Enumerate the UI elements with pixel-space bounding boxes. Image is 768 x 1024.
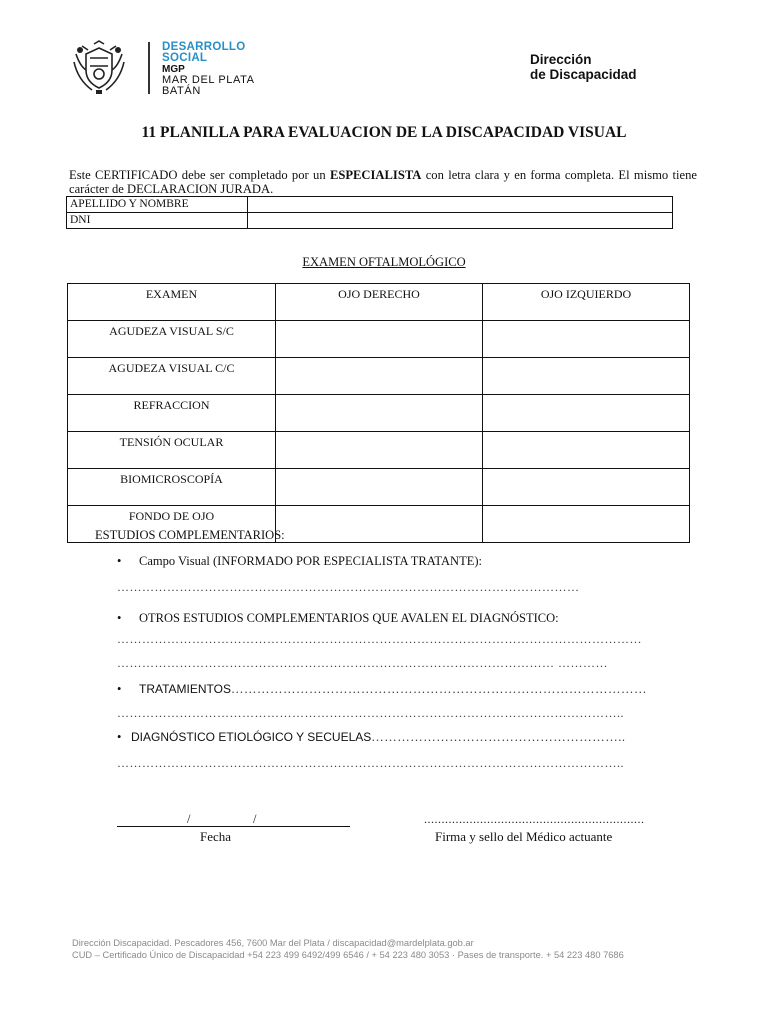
column-header-left-eye: OJO IZQUIERDO [483,284,690,321]
name-field[interactable] [248,197,673,213]
answer-line[interactable]: ………………………………………………………………………………………………… [117,580,580,594]
footer-line-1: Dirección Discapacidad. Pescadores 456, 7600 Mar del Plata / discapacidad@mardelplata.gob.ar [72,938,474,948]
table-row [68,358,690,395]
left-eye-field[interactable] [483,469,690,506]
list-item [117,730,695,745]
document-title: 11 PLANILLA PARA EVALUACION DE LA DISCAPACIDAD VISUAL [141,124,627,141]
exam-name: REFRACCION [68,395,276,432]
brand-line-5: BATÁN [162,85,201,97]
table-row [68,321,690,358]
list-item [117,611,559,626]
list-item [117,554,482,569]
intro-text-2: con letra clara y en forma completa. El mismo tiene carácter de DECLARACION JURADA. [69,168,697,196]
signature-label: Firma y sello del Médico actuante [435,829,613,844]
date-slash: / [187,812,191,826]
right-eye-field[interactable] [276,469,483,506]
item-tratamientos: TRATAMIENTOS [139,682,232,696]
exam-name: AGUDEZA VISUAL S/C [68,321,276,358]
item-campo-visual: Campo Visual (INFORMADO POR ESPECIALISTA TRATANTE): [139,554,482,568]
left-eye-field[interactable] [483,358,690,395]
date-label: Fecha [200,829,232,844]
department-line-2: de Discapacidad [530,67,637,82]
answer-line[interactable]: ………………………………………………………………………………………………………….. [117,756,624,770]
identity-table [66,196,673,229]
exam-table [67,283,690,543]
brand-line-3: MGP [162,64,185,75]
left-eye-field[interactable] [483,395,690,432]
answer-line[interactable]: ……………………………………………………………………………………………………………… [117,632,642,646]
exam-header-row [68,284,690,321]
bullet: • [117,682,122,696]
list-item [117,682,695,697]
bullet: • [117,554,122,568]
page-header [0,0,768,110]
coat-of-arms-icon [70,40,128,96]
exam-name: BIOMICROSCOPÍA [68,469,276,506]
left-eye-field[interactable] [483,506,690,543]
item-otros-estudios: OTROS ESTUDIOS COMPLEMENTARIOS QUE AVALEN EL DIAGNÓSTICO: [139,611,559,625]
column-header-exam: EXAMEN [68,284,276,321]
name-label: APELLIDO Y NOMBRE [67,197,248,213]
page-footer [72,937,624,961]
signature-line[interactable]: ............................................................... [424,812,645,826]
intro-paragraph [69,168,697,196]
intro-text-1: Este CERTIFICADO debe ser completado por un [69,168,330,182]
bullet: • [117,730,122,744]
brand-line-1: DESARROLLO [162,41,246,53]
exam-heading-text: EXAMEN OFTALMOLÓGICO [302,255,466,269]
answer-line[interactable]: …………………………………………………………………………………… [231,682,648,696]
right-eye-field[interactable] [276,395,483,432]
answer-line[interactable]: ………………………………………………….. [371,730,626,744]
date-line[interactable] [117,826,350,827]
table-row [67,213,673,229]
brand-line-2: SOCIAL [162,52,208,64]
right-eye-field[interactable] [276,506,483,543]
table-row [68,395,690,432]
right-eye-field[interactable] [276,432,483,469]
table-row [68,432,690,469]
brand-logo-text [162,42,255,97]
intro-bold-text: ESPECIALISTA [329,168,422,182]
item-diagnostico: DIAGNÓSTICO ETIOLÓGICO Y SECUELAS [131,730,372,744]
exam-name: TENSIÓN OCULAR [68,432,276,469]
date-slash: / [253,812,257,826]
studies-heading: ESTUDIOS COMPLEMENTARIOS: [95,528,285,542]
department-line-1: Dirección [530,52,592,67]
right-eye-field[interactable] [276,358,483,395]
answer-line[interactable]: …………………………………………………………………………………………… ………… [117,656,608,670]
table-row [68,469,690,506]
bullet: • [117,611,122,625]
department-name [530,52,637,82]
exam-name: FONDO DE OJO [68,506,276,543]
exam-name: AGUDEZA VISUAL C/C [68,358,276,395]
brand-divider [148,42,150,94]
exam-heading [0,255,768,270]
brand-line-4: MAR DEL PLATA [162,74,255,86]
footer-line-2: CUD – Certificado Único de Discapacidad +54 223 499 6492/499 6546 / + 54 223 480 3053 · Pases de transporte. + 54 223 480 7686 [72,950,624,960]
right-eye-field[interactable] [276,321,483,358]
left-eye-field[interactable] [483,321,690,358]
left-eye-field[interactable] [483,432,690,469]
dni-label: DNI [67,213,248,229]
answer-line[interactable]: ………………………………………………………………………………………………………….. [117,706,624,720]
dni-field[interactable] [248,213,673,229]
table-row [67,197,673,213]
column-header-right-eye: OJO DERECHO [276,284,483,321]
